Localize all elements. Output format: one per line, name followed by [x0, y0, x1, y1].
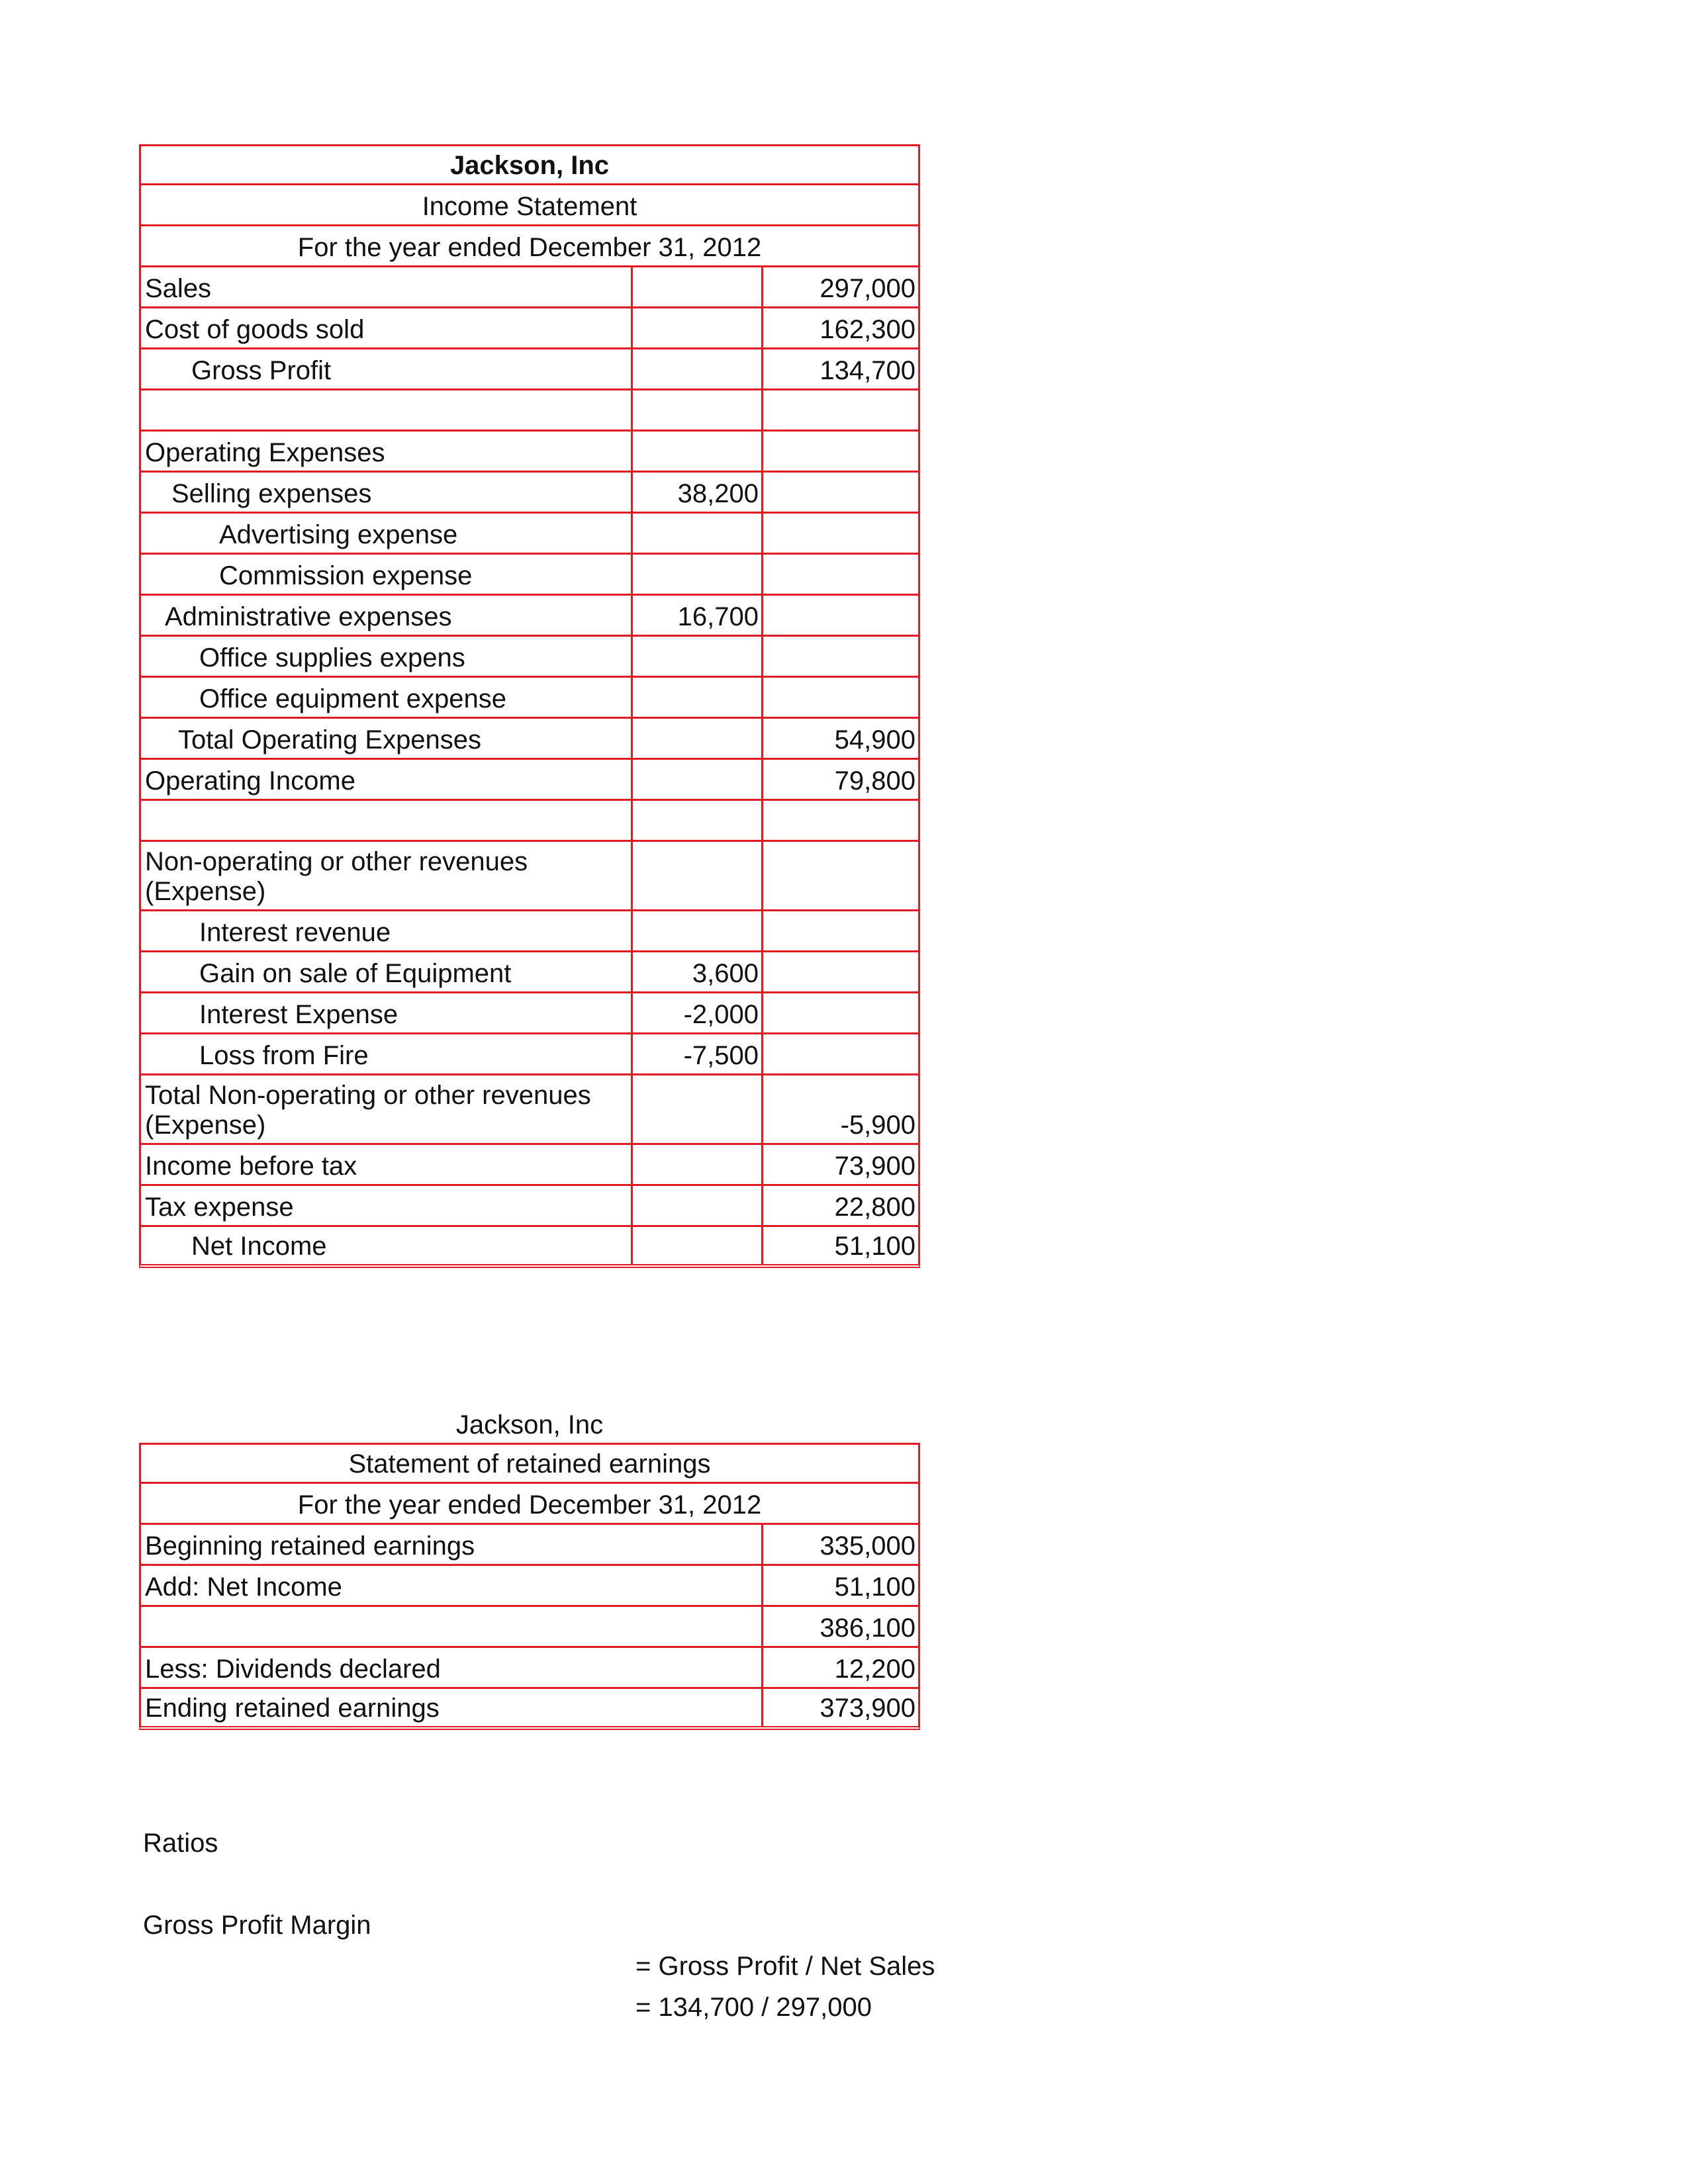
table-row — [139, 993, 920, 1034]
table-row — [139, 1607, 920, 1648]
row-label: Loss from Fire — [199, 1041, 369, 1070]
row-label: Selling expenses — [171, 479, 372, 508]
income-statement-period-row — [139, 226, 920, 267]
table-row — [139, 911, 920, 952]
table-row — [139, 390, 920, 432]
row-amount-detail: -7,500 — [683, 1041, 759, 1070]
income-statement-title-row — [139, 185, 920, 226]
retained-earnings-period-row — [139, 1484, 920, 1525]
income-statement-company: Jackson, Inc — [449, 151, 610, 180]
table-row — [139, 1186, 920, 1227]
table-row — [139, 1034, 920, 1075]
table-row — [139, 952, 920, 993]
row-amount-detail: 38,200 — [677, 479, 759, 508]
income-statement-company-row — [139, 144, 920, 185]
row-amount-total: 51,100 — [834, 1232, 915, 1261]
table-row — [139, 760, 920, 801]
table-row — [139, 267, 920, 308]
row-amount-total: 79,800 — [834, 766, 915, 796]
row-label: Total Operating Expenses — [178, 725, 482, 754]
row-label: Gross Profit — [191, 356, 332, 385]
row-label: Add: Net Income — [145, 1572, 342, 1602]
row-amount-total: 54,900 — [834, 725, 915, 754]
table-row — [139, 1145, 920, 1186]
formula-line-1: = Gross Profit / Net Sales — [635, 1952, 935, 1981]
row-label: Income before tax — [145, 1152, 357, 1181]
row-amount-total: 73,900 — [834, 1152, 915, 1181]
row-label: Office equipment expense — [199, 684, 507, 713]
retained-earnings-title-row — [139, 1443, 920, 1484]
row-amount-total: 373,900 — [820, 1694, 915, 1723]
row-amount-total: 297,000 — [820, 274, 915, 303]
row-label: Operating Expenses — [145, 438, 385, 467]
row-label: Sales — [145, 274, 212, 303]
retained-earnings-company: Jackson, Inc — [455, 1410, 604, 1439]
retained-earnings-period: For the year ended December 31, 2012 — [297, 1490, 762, 1520]
table-row — [139, 473, 920, 514]
row-label: Operating Income — [145, 766, 355, 796]
row-amount-detail: -2,000 — [683, 1000, 759, 1029]
row-amount-total: 386,100 — [820, 1614, 915, 1643]
income-statement-period: For the year ended December 31, 2012 — [297, 233, 762, 262]
row-amount-total: -5,900 — [840, 1111, 915, 1140]
row-label: Administrative expenses — [165, 602, 452, 631]
table-row — [139, 719, 920, 760]
table-row — [139, 842, 920, 911]
row-label: Beginning retained earnings — [145, 1531, 475, 1561]
row-label: Total Non-operating or other revenues (Expense) — [145, 1081, 591, 1140]
table-row — [139, 1648, 920, 1689]
table-row — [139, 801, 920, 842]
gross-profit-margin-label: Gross Profit Margin — [143, 1911, 371, 1940]
row-amount-total: 12,200 — [834, 1655, 915, 1684]
table-row — [139, 637, 920, 678]
table-row — [139, 308, 920, 349]
row-amount-total: 22,800 — [834, 1193, 915, 1222]
row-label: Tax expense — [145, 1193, 294, 1222]
table-row — [139, 432, 920, 473]
table-row — [139, 1075, 920, 1145]
income-statement-table — [139, 144, 920, 1268]
row-label: Non-operating or other revenues (Expense) — [145, 847, 528, 906]
retained-earnings-title: Statement of retained earnings — [348, 1449, 711, 1479]
row-label: Interest Expense — [199, 1000, 399, 1029]
row-amount-total: 51,100 — [834, 1572, 915, 1602]
income-statement-title: Income Statement — [422, 192, 637, 221]
table-row — [139, 514, 920, 555]
retained-earnings-company-row — [139, 1402, 920, 1443]
row-amount-detail: 3,600 — [692, 959, 759, 988]
row-label: Gain on sale of Equipment — [199, 959, 512, 988]
row-label: Office supplies expens — [199, 643, 465, 672]
row-label: Interest revenue — [199, 918, 391, 947]
table-row — [139, 596, 920, 637]
row-amount-detail: 16,700 — [677, 602, 759, 631]
row-amount-total: 162,300 — [820, 315, 915, 344]
row-label: Net Income — [191, 1232, 327, 1261]
row-label: Ending retained earnings — [145, 1694, 440, 1723]
table-row — [139, 1525, 920, 1566]
row-label: Cost of goods sold — [145, 315, 365, 344]
table-row — [139, 349, 920, 390]
row-label: Advertising expense — [219, 520, 458, 549]
formula-line-2: = 134,700 / 297,000 — [635, 1993, 872, 2022]
table-row — [139, 555, 920, 596]
row-label: Commission expense — [219, 561, 473, 590]
row-amount-total: 335,000 — [820, 1531, 915, 1561]
table-row — [139, 1227, 920, 1268]
table-row — [139, 678, 920, 719]
row-amount-total: 134,700 — [820, 356, 915, 385]
ratios-heading: Ratios — [143, 1829, 218, 1858]
table-row — [139, 1566, 920, 1607]
retained-earnings-table — [139, 1402, 920, 1730]
row-label: Less: Dividends declared — [145, 1655, 441, 1684]
table-row — [139, 1689, 920, 1730]
